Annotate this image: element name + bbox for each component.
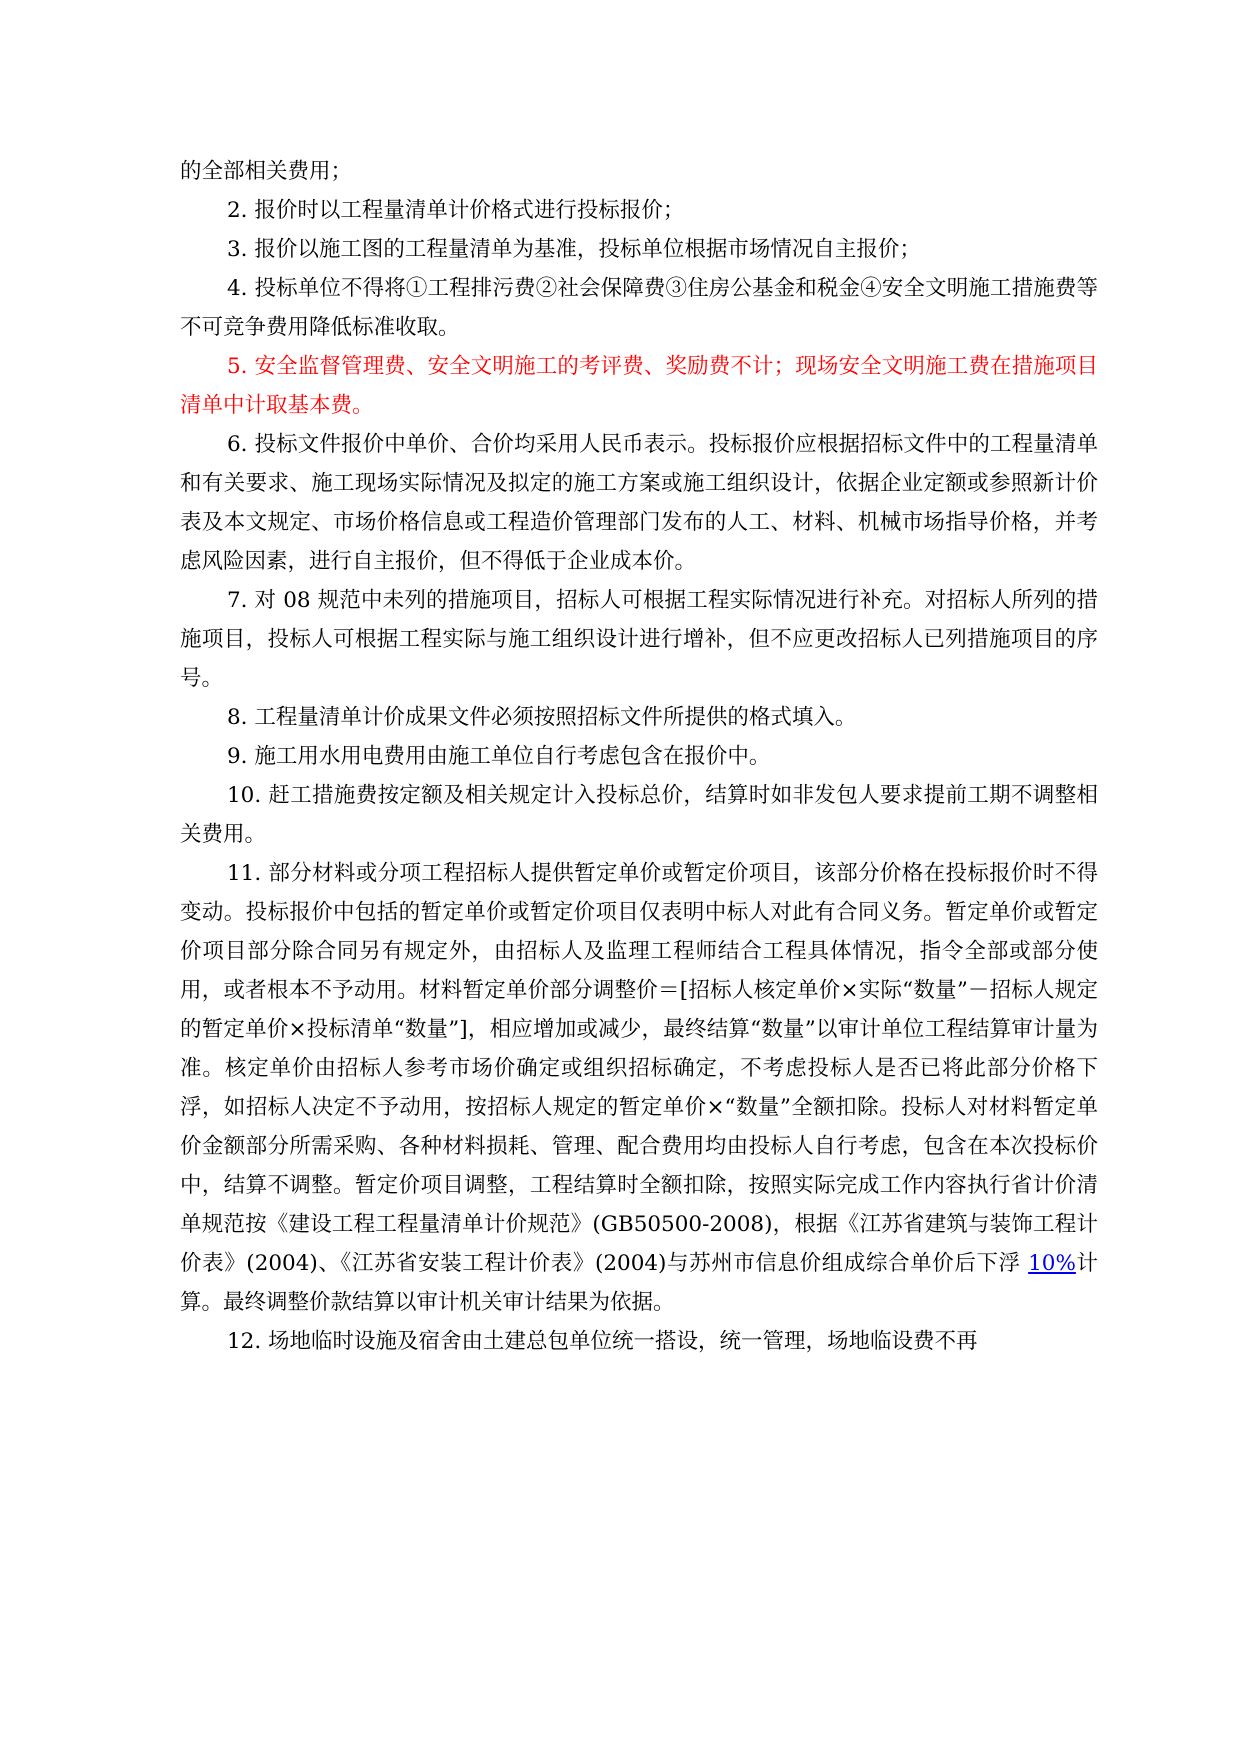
percentage-link[interactable]: 10% — [1028, 1251, 1076, 1276]
paragraph-item-6: 6. 投标文件报价中单价、合价均采用人民币表示。投标报价应根据招标文件中的工程量清单和有关要求、施工现场实际情况及拟定的施工方案或施工组织设计，依据企业定额或参照新计价表及本文规定、市场价格信息或工程造价管理部门发布的人工、材料、机械市场指导价格，并考虑风险因素，进行自主报价，但不得低于企业成本价。 — [180, 432, 1098, 574]
paragraph-item-3: 3. 报价以施工图的工程量清单为基准，投标单位根据市场情况自主报价； — [227, 237, 921, 262]
paragraph-continuation: 的全部相关费用； — [180, 159, 353, 184]
paragraph-item-4: 4. 投标单位不得将①工程排污费②社会保障费③住房公基金和税金④安全文明施工措施费等不可竞争费用降低标准收取。 — [180, 276, 1098, 340]
paragraph-item-8: 8. 工程量清单计价成果文件必须按照招标文件所提供的格式填入。 — [227, 705, 857, 730]
paragraph-item-10: 10. 赶工措施费按定额及相关规定计入投标总价，结算时如非发包人要求提前工期不调整相关费用。 — [180, 783, 1098, 847]
paragraph-item-2: 2. 报价时以工程量清单计价格式进行投标报价； — [227, 198, 685, 223]
paragraph-item-7: 7. 对 08 规范中未列的措施项目，招标人可根据工程实际情况进行补充。对招标人所列的措施项目，投标人可根据工程实际与施工组织设计进行增补，但不应更改招标人已列措施项目的序号。 — [180, 588, 1098, 691]
document-body — [180, 152, 1098, 1361]
paragraph-item-11-text-end: 计算。最终调整价款结算以审计机关审计结果为依据。 — [180, 1251, 1098, 1315]
paragraph-item-11-text: 11. 部分材料或分项工程招标人提供暂定单价或暂定价项目，该部分价格在投标报价时不得变动。投标报价中包括的暂定单价或暂定价项目仅表明中标人对此有合同义务。暂定单价或暂定价项目部分除合同另有规定外，由招标人及监理工程师结合工程具体情况，指令全部或部分使用，或者根本不予动用。材料暂定单价部分调整价＝[招标人核定单价×实际“数量”－招标人规定的暂定单价×投标清单“数量”]，相应增加或减少，最终结算“数量”以审计单位工程结算审计量为准。核定单价由招标人参考市场价确定或组织招标确定，不考虑投标人是否已将此部分价格下浮，如招标人决定不予动用，按招标人规定的暂定单价×“数量”全额扣除。投标人对材料暂定单价金额部分所需采购、各种材料损耗、管理、配合费用均由投标人自行考虑，包含在本次投标价中，结算不调整。暂定价项目调整，工程结算时全额扣除，按照实际完成工作内容执行省计价清单规范按《建设工程工程量清单计价规范》(GB50500-2008)，根据《江苏省建筑与装饰工程计价表》(2004)、《江苏省安装工程计价表》(2004)与苏州市信息价组成综合单价后下浮 — [180, 861, 1098, 1276]
paragraph-item-9: 9. 施工用水用电费用由施工单位自行考虑包含在报价中。 — [227, 744, 771, 769]
paragraph-item-12: 12. 场地临时设施及宿舍由土建总包单位统一搭设，统一管理，场地临设费不再 — [227, 1329, 978, 1354]
paragraph-item-11 — [180, 854, 1098, 1322]
paragraph-item-5-highlighted: 5. 安全监督管理费、安全文明施工的考评费、奖励费不计；现场安全文明施工费在措施项目清单中计取基本费。 — [180, 354, 1098, 418]
